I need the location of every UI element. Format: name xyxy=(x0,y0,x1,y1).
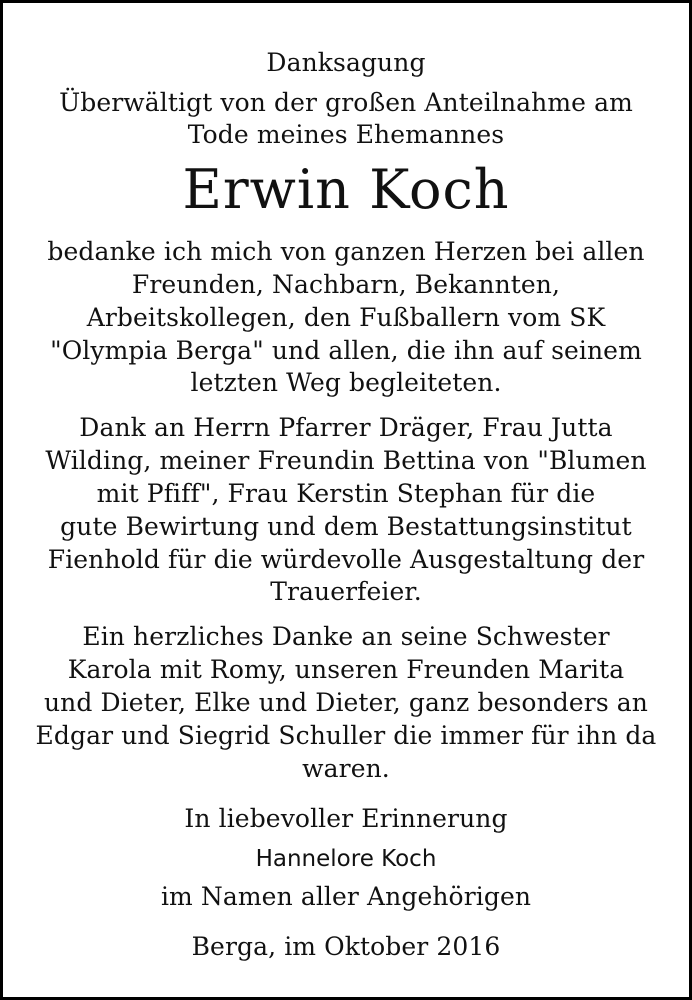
deceased-name: Erwin Koch xyxy=(182,158,510,221)
family-line: im Namen aller Angehörigen xyxy=(160,882,532,911)
paragraph2-line: mit Pfiff", Frau Kerstin Stephan für die xyxy=(96,479,596,508)
paragraph2-line: Trauerfeier. xyxy=(270,577,422,606)
paragraph3-line: und Dieter, Elke und Dieter, ganz besonders an xyxy=(43,688,649,717)
paragraph1-line: "Olympia Berga" und allen, die ihn auf seinem xyxy=(50,336,642,365)
paragraph1-line: letzten Weg begleiteten. xyxy=(190,368,502,397)
paragraph2-line: Wilding, meiner Freundin Bettina von "Blumen xyxy=(45,446,647,475)
paragraph3-line: Karola mit Romy, unseren Freunden Marita xyxy=(67,655,625,684)
paragraph3-line: Edgar und Siegrid Schuller die immer für ihn da xyxy=(35,721,657,750)
paragraph1-line: Freunden, Nachbarn, Bekannten, xyxy=(131,270,561,299)
paragraph1-line: bedanke ich mich von ganzen Herzen bei allen xyxy=(47,237,645,266)
paragraph1-line: Arbeitskollegen, den Fußballern vom SK xyxy=(86,303,606,332)
notice-title: Danksagung xyxy=(266,48,426,77)
remembrance-line: In liebevoller Erinnerung xyxy=(184,804,508,833)
intro-line: Überwältigt von der großen Anteilnahme am xyxy=(59,88,633,117)
signer-name: Hannelore Koch xyxy=(255,846,437,872)
paragraph2-line: Dank an Herrn Pfarrer Dräger, Frau Jutta xyxy=(79,413,613,442)
intro-line: Tode meines Ehemannes xyxy=(187,120,505,149)
place-date: Berga, im Oktober 2016 xyxy=(191,932,501,961)
paragraph2-line: gute Bewirtung und dem Bestattungsinstitut xyxy=(60,512,632,541)
paragraph3-line: waren. xyxy=(302,754,390,783)
paragraph3-line: Ein herzliches Danke an seine Schwester xyxy=(82,622,610,651)
paragraph2-line: Fienhold für die würdevolle Ausgestaltung der xyxy=(47,545,645,574)
